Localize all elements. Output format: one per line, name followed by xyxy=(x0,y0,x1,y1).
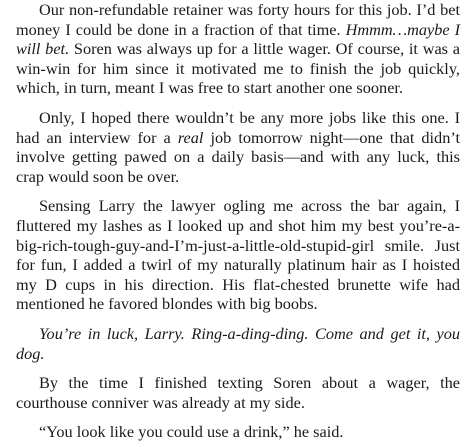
paragraph-5-text: By the time I finished texting Soren about a wager, the courthouse conniver was already at my side. xyxy=(16,373,460,412)
paragraph-6-text: “You look like you could use a drink,” he said. xyxy=(39,422,344,442)
paragraph-2-text-2: job tomorrow night—one that didn’t involve getting pawed on a daily basis—and with any luck, this crap would soon be over. xyxy=(16,127,460,186)
paragraph-4-italic-thought: You’re in luck, Larry. Ring-a-ding-ding. Come and get it, you dog. xyxy=(16,323,460,363)
paragraph-1-italic-thought: Hmmm…maybe I will bet. xyxy=(16,19,460,59)
paragraph-2-text-1: Only, I hoped there wouldn’t be any more jobs like this one. I had an interview for a xyxy=(16,107,460,147)
paragraph-5 xyxy=(16,373,460,412)
paragraph-1-text-1: Our non-refundable retainer was forty hours for this job. I’d bet money I could be done in a fraction of that time. xyxy=(16,0,460,39)
paragraph-6 xyxy=(16,422,460,442)
paragraph-1-text-2: Soren was always up for a little wager. Of course, it was a win-win for him since it motivated me to finish the job quickly, which, in turn, meant I was free to start another one sooner. xyxy=(16,39,460,98)
paragraph-2-italic-word: real xyxy=(177,127,204,147)
book-page xyxy=(16,0,460,442)
paragraph-4 xyxy=(16,324,460,363)
paragraph-3-text: Sensing Larry the lawyer ogling me across the bar again, I fluttered my lashes as I looked up and shot him my best you’re-a-big-rich-tough-guy-and-I’m-just-a-little-old-stupid-girl smile. Just for fun, I added a twirl of my naturally platinum hair as I hoisted my D cups in his direction. His flat-chested brunette wife had mentioned he favored blondes with big boobs. xyxy=(16,196,460,314)
paragraph-3 xyxy=(16,196,460,314)
paragraph-1 xyxy=(16,0,460,98)
paragraph-2 xyxy=(16,108,460,186)
